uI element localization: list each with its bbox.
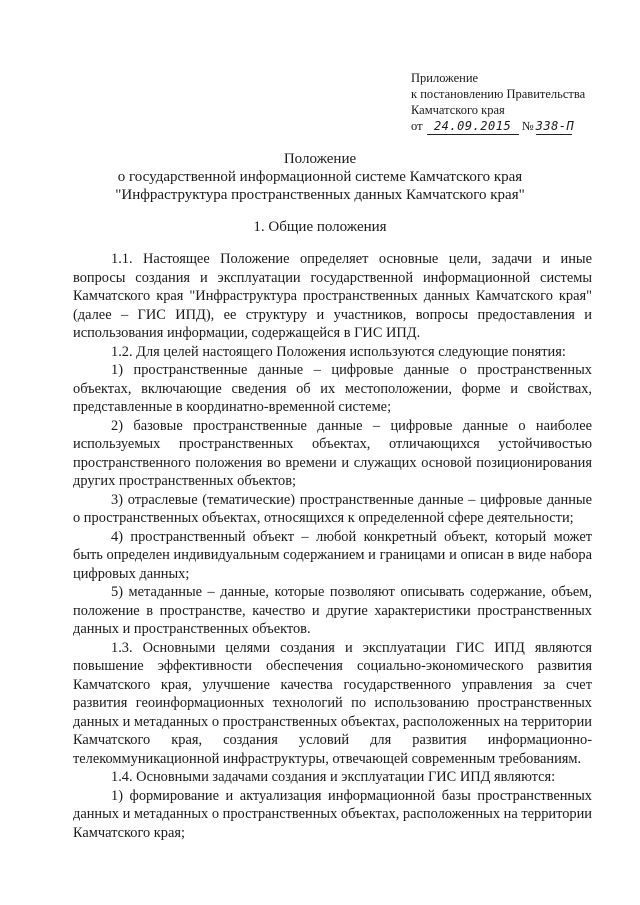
header-resolution-label: к постановлению Правительства [411,87,586,101]
definition-item-2: 2) базовые пространственные данные – цифровые данные о наиболее используемых пространственных объектах, отличающихся устойчивостью пространственного положения во времени и служащих основой позиционирования других пространственных объектов; [73,417,592,489]
document-title: Положение [283,151,357,167]
definition-item-5: 5) метаданные – данные, которые позволяют описывать содержание, объем, положение в пространстве, качество и другие характеристики пространственных данных и пространственных объектов. [73,584,592,637]
header-date-prefix: от [411,119,423,133]
paragraph-1-3: 1.3. Основными целями создания и эксплуатации ГИС ИПД являются повышение эффективности обеспечения социально-экономического развития Камчатского края, улучшение качества государственного управления за счет развития геоинформационных технологий по использованию пространственных данных и метаданных о пространственных объектах, расположенных на территории Камчатского края, создания условий для развития информационно-телекоммуникационной инфраструктуры, отвечающей современным требованиям. [73,639,592,767]
header-number-handwritten: 338-П [535,119,575,133]
section-heading: 1. Общие положения [253,219,387,235]
header-number-prefix: № [521,119,534,133]
header-region-label: Камчатского края [411,103,505,117]
document-subtitle-line-1: о государственной информационной системе Камчатского края [117,169,523,185]
definition-item-3: 3) отраслевые (тематические) пространственные данные – цифровые данные о пространственных объектах, относящихся к определенной сфере деятельности; [73,491,592,526]
approval-header [411,70,631,135]
definition-item-1: 1) пространственные данные – цифровые данные о пространственных объектах, включающие сведения об их местоположении, форме и свойствах, представленные в координатно-временной системе; [73,362,592,415]
definition-item-4: 4) пространственный объект – любой конкретный объект, который может быть определен индивидуальным содержанием и границами и описан в виде набора цифровых данных; [73,528,592,582]
paragraph-1-1: 1.1. Настоящее Положение определяет основные цели, задачи и иные вопросы создания и эксплуатации государственной информационной системы Камчатского края "Инфраструктура пространственных данных Камчатского края" (далее – ГИС ИПД), ее структуру и участников, вопросы предоставления и использования информации, содержащейся в ГИС ИПД. [73,251,592,341]
document-body [73,250,592,842]
header-appendix-label: Приложение [411,71,479,85]
task-item-1: 1) формирование и актуализация информационной базы пространственных данных и метаданных о пространственных объектах, расположенных на территории Камчатского края; [73,787,592,841]
document-subtitle-line-2: "Инфраструктура пространственных данных Камчатского края" [115,187,525,203]
paragraph-1-2: 1.2. Для целей настоящего Положения используются следующие понятия: [111,343,566,360]
header-date-handwritten: 24.09.2015 [427,118,519,135]
paragraph-1-4: 1.4. Основными задачами создания и эксплуатации ГИС ИПД являются: [111,769,556,785]
header-date-number-line [411,118,631,135]
